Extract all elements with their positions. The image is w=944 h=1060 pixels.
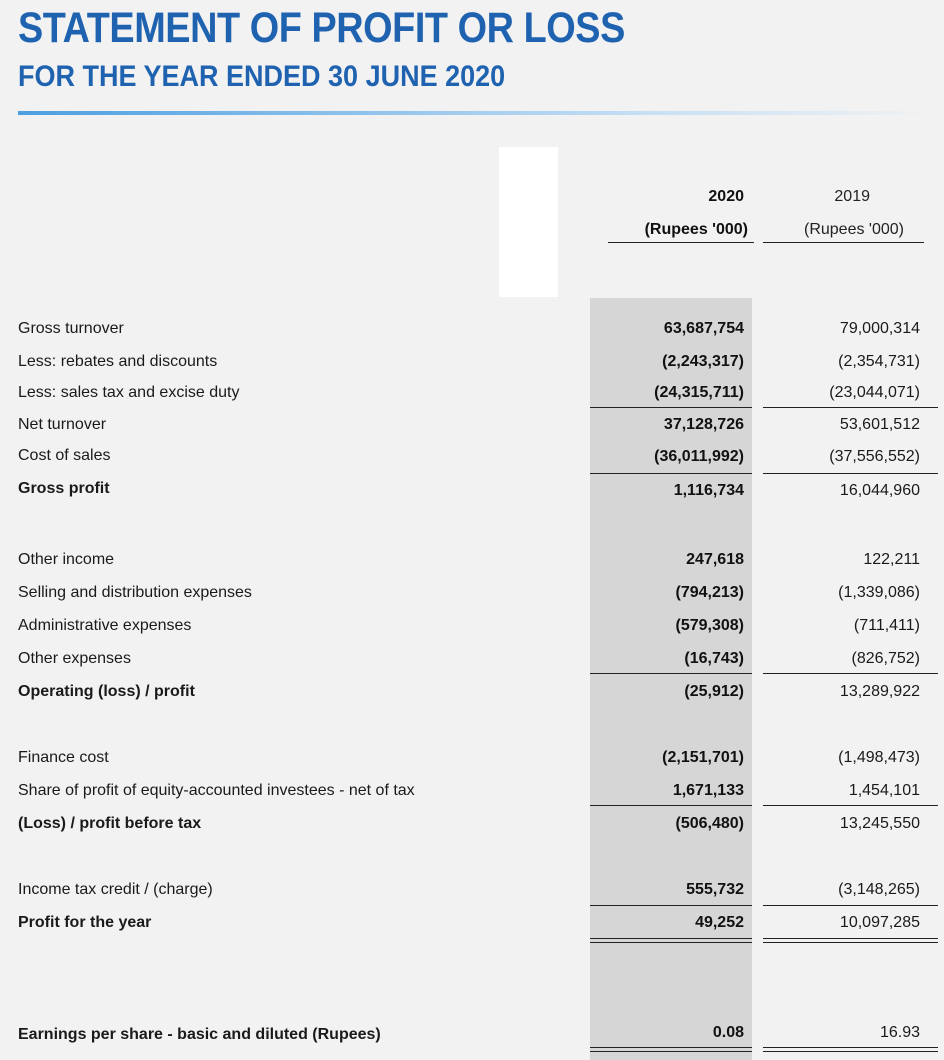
row-other-expenses-2020: (16,743) [684,650,744,667]
row-profit-for-year-2020: 49,252 [695,914,744,931]
subtotal-rule [763,407,938,408]
row-net-turnover-label: Net turnover [18,416,107,433]
header-highlight [499,147,558,297]
row-finance-cost-label: Finance cost [18,749,109,766]
subtotal-rule [590,805,752,806]
row-admin-expenses-label: Administrative expenses [18,617,192,634]
subtotal-rule [763,905,938,906]
row-cost-of-sales-label: Cost of sales [18,447,111,464]
row-rebates-2019: (2,354,731) [838,353,920,370]
current-year-column-shade [590,298,752,1060]
row-cost-of-sales-2019: (37,556,552) [829,448,920,465]
total-double-rule [763,938,938,943]
title-divider [18,111,938,115]
row-income-tax-2020: 555,732 [686,881,744,898]
row-profit-for-year-2019: 10,097,285 [839,914,920,931]
eps-double-rule [590,1047,752,1052]
row-operating-result-label: Operating (loss) / profit [18,683,195,700]
subtotal-rule [590,673,752,674]
row-gross-profit-label: Gross profit [18,480,110,497]
row-selling-expenses-2020: (794,213) [675,584,744,601]
subtotal-rule [590,905,752,906]
row-equity-investees-2020: 1,671,133 [672,782,744,799]
subtotal-rule [763,673,938,674]
row-profit-for-year-label: Profit for the year [18,914,152,931]
row-income-tax-label: Income tax credit / (charge) [18,881,213,898]
row-net-turnover-2019: 53,601,512 [839,416,920,433]
row-other-income-2020: 247,618 [686,551,744,568]
row-eps-2020: 0.08 [712,1024,744,1041]
row-other-income-label: Other income [18,551,115,568]
row-finance-cost-2020: (2,151,701) [662,749,744,766]
row-operating-result-2019: 13,289,922 [839,683,920,700]
row-net-turnover-2020: 37,128,726 [663,416,744,433]
row-gross-turnover-2020: 63,687,754 [663,320,744,337]
row-cost-of-sales-2020: (36,011,992) [654,448,744,465]
row-other-expenses-2019: (826,752) [851,650,920,667]
row-before-tax-2020: (506,480) [675,815,744,832]
row-before-tax-label: (Loss) / profit before tax [18,815,202,832]
row-other-income-2019: 122,211 [863,551,920,568]
col-2020-year: 2020 [708,188,744,205]
col-2019-year: 2019 [834,188,870,205]
row-admin-expenses-2020: (579,308) [675,617,744,634]
row-sales-tax-label: Less: sales tax and excise duty [18,384,240,401]
col-2020-unit: (Rupees '000) [644,221,748,238]
row-finance-cost-2019: (1,498,473) [838,749,920,766]
statement-title: STATEMENT OF PROFIT OR LOSS [18,4,625,52]
row-rebates-label: Less: rebates and discounts [18,353,218,370]
statement-subtitle: FOR THE YEAR ENDED 30 JUNE 2020 [18,60,506,93]
row-selling-expenses-label: Selling and distribution expenses [18,584,252,601]
subtotal-rule [763,805,938,806]
col-2019-underline [763,242,924,243]
row-eps-label: Earnings per share - basic and diluted (Rupees) [18,1026,381,1043]
row-eps-2019: 16.93 [879,1024,920,1041]
row-sales-tax-2020: (24,315,711) [654,384,744,401]
col-2020-underline [608,242,754,243]
subtotal-rule [763,473,938,474]
row-before-tax-2019: 13,245,550 [839,815,920,832]
row-other-expenses-label: Other expenses [18,650,131,667]
total-double-rule [590,938,752,943]
col-2019-unit: (Rupees '000) [804,221,904,238]
row-income-tax-2019: (3,148,265) [838,881,920,898]
subtotal-rule [590,407,752,408]
row-equity-investees-label: Share of profit of equity-accounted investees - net of tax [18,782,415,799]
eps-double-rule [763,1047,938,1052]
row-operating-result-2020: (25,912) [684,683,744,700]
row-selling-expenses-2019: (1,339,086) [838,584,920,601]
row-gross-turnover-label: Gross turnover [18,320,124,337]
row-sales-tax-2019: (23,044,071) [829,384,920,401]
row-equity-investees-2019: 1,454,101 [848,782,920,799]
row-gross-profit-2020: 1,116,734 [673,482,744,499]
row-admin-expenses-2019: (711,411) [853,617,920,634]
row-gross-turnover-2019: 79,000,314 [839,320,920,337]
row-gross-profit-2019: 16,044,960 [839,482,920,499]
row-rebates-2020: (2,243,317) [662,353,744,370]
subtotal-rule [590,473,752,474]
